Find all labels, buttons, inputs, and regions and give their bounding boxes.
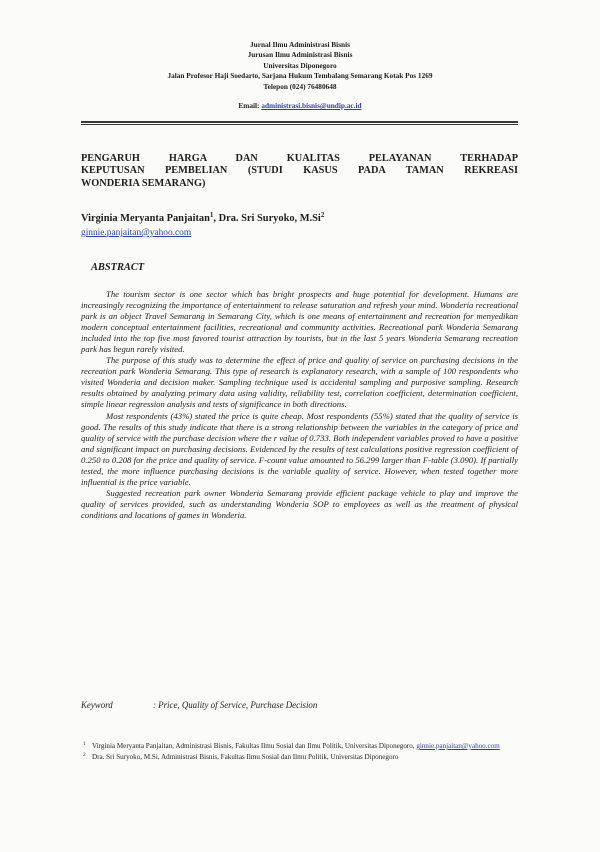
author-2-name: Dra. Sri Suryoko, M.Si — [218, 213, 321, 224]
phone-line: Telepon (024) 76480648 — [263, 81, 337, 91]
keywords-value: : Price, Quality of Service, Purchase Decision — [153, 700, 318, 710]
author-line — [81, 209, 518, 225]
footnotes — [81, 742, 518, 763]
title-line-1: PENGARUH HARGA DAN KUALITAS PELAYANAN TERHADAP — [81, 153, 518, 164]
title-line-2: KEPUTUSAN PEMBELIAN (STUDI KASUS PADA TAMAN REKREASI — [81, 165, 518, 177]
paper-title — [81, 153, 518, 190]
department-name: Jurusan Ilmu Administrasi Bisnis — [247, 50, 353, 60]
header-divider-thick — [81, 121, 518, 123]
abstract-body — [81, 289, 518, 521]
abstract-paragraph: The purpose of this study was to determine the effect of price and quality of service on purchasing decisions in the recreation park Wonderia Semarang. This type of research is explanatory research, with a sample of 100 respondents who visited Wonderia and decision maker. Sampling technique used is accidental sampling and purposive sampling. Research results obtained by analyzing primary data using validity, reliability test, correlation coefficient, determination coefficient, simple linear regression analysis and tests of significance in both directions. — [81, 355, 518, 410]
author-1-name: Virginia Meryanta Panjaitan — [81, 213, 210, 224]
keywords-line — [81, 700, 518, 710]
header-email-line — [80, 101, 520, 111]
footnote-2 — [81, 753, 518, 763]
footnote-1 — [81, 742, 518, 752]
title-line-3: WONDERIA SEMARANG) — [81, 177, 206, 189]
footnote-1-email-link[interactable]: ginnie.panjaitan@yahoo.com — [416, 742, 500, 750]
header-email-link[interactable]: administrasi.bisnis@undip.ac.id — [261, 101, 362, 111]
abstract-paragraph: The tourism sector is one sector which has bright prospects and huge potential for development. Humans are increasingly recognizing the importance of entertainment to release saturation and refresh your mind. Wonderia recreational park is an object Travel Semarang in Semarang City, which is one means of entertainment and recreation for menyedikan modern conceptual entertainment facilities, recreational and community activities. Recreational park Wonderia Semarang included into the top five most favored tourist attraction by tourists, but in the last 5 years Wonderia Semarang recreation park has begun rarely visited. — [81, 289, 518, 355]
footnote-1-text: Virginia Meryanta Panjaitan, Administrasi Bisnis, Fakultas Ilmu Sosial dan Ilmu Politik, Universitas Diponegoro, — [92, 742, 417, 750]
author-1-footnote-mark: 1 — [209, 211, 214, 219]
footnote-2-number: 2 — [83, 751, 86, 758]
email-label: Email: — [238, 101, 262, 111]
journal-name: Jurnal Ilmu Administrasi Bisnis — [250, 40, 350, 49]
address-line: Jalan Profesor Haji Soedarto, Sarjana Hukum Tembalang Semarang Kotak Pos 1269 — [167, 71, 433, 81]
author-separator: , — [213, 213, 219, 224]
abstract-heading: ABSTRACT — [91, 262, 145, 273]
header-divider-thin — [81, 124, 518, 125]
footnote-1-number: 1 — [83, 741, 86, 747]
footnote-2-text: Dra. Sri Suryoko, M.Si, Administrasi Bisnis, Fakultas Ilmu Sosial dan Ilmu Politik, Universitas Diponegoro — [92, 752, 399, 761]
journal-header — [80, 40, 520, 111]
author-email-link[interactable]: ginnie.panjaitan@yahoo.com — [81, 228, 192, 238]
university-name: Universitas Diponegoro — [263, 60, 337, 70]
author-2-footnote-mark: 2 — [320, 211, 325, 219]
abstract-paragraph: Most respondents (43%) stated the price is quite cheap. Most respondents (55%) stated that the quality of service is good. The results of this study indicate that there is a strong relationship between the variables in the category of price and quality of service with the purchase decision where the r value of 0.733. Both independent variables proved to have a positive and significant impact on purchasing decisions. Evidenced by the results of test calculations positive regression coefficient of 0.250 to 0.208 for the price and quality of service. F-count value amounted to 56.299 larger than F-table (3.090). If partially tested, the more influence purchasing decisions is the variable quality of service. However, when tested together more influential is the price variable. — [81, 410, 518, 487]
abstract-paragraph: Suggested recreation park owner Wonderia Semarang provide efficient package vehicle to play and improve the quality of services provided, such as understanding Wonderia SOP to employees as well as the treatment of physical conditions and locations of games in Wonderia. — [81, 487, 518, 520]
keywords-label: Keyword — [81, 700, 113, 710]
